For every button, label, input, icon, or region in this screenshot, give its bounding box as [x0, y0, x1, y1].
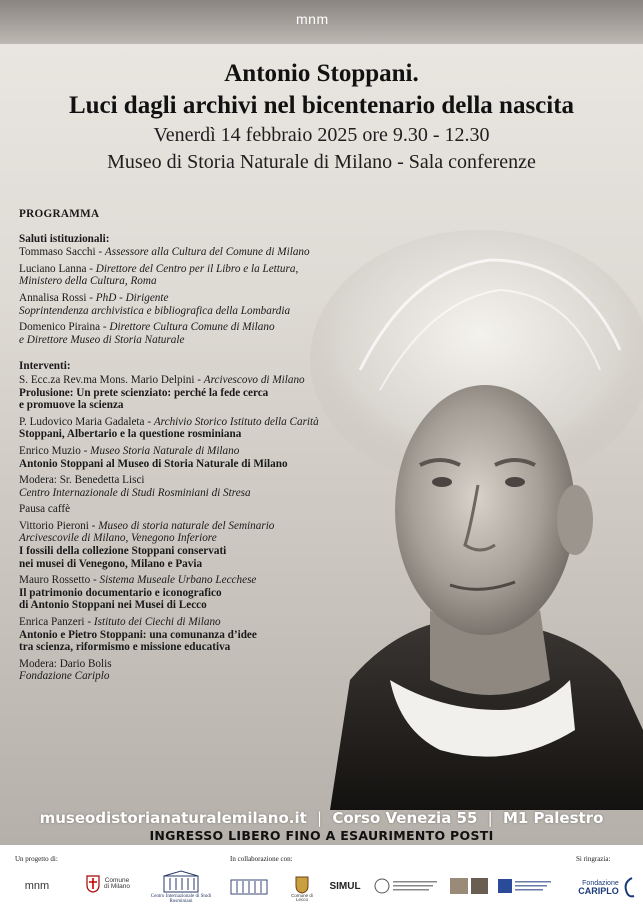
cariplo-logo: Fondazione CARIPLO [574, 871, 640, 905]
talk-title-line2: nei musei di Venegono, Milano e Pavia [19, 557, 203, 570]
entry-note: INGRESSO LIBERO FINO A ESAURIMENTO POSTI [149, 828, 494, 843]
talk-item: Vittorio Pieroni - Museo di storia naturale del Seminario Arcivescovile di Milano, Venegono Inferiore I fossili della collezione Stoppani conservati nei musei di Venegono, Milano e Pavia [19, 519, 275, 570]
speaker-role: Direttore Cultura Comune di Milano [109, 321, 275, 334]
top-banner [0, 0, 643, 44]
speaker-name: P. Ludovico Maria Gadaleta [19, 415, 145, 428]
speaker-role-line2: Soprintendenza archivistica e bibliografica della Lombardia [19, 304, 291, 317]
speaker-role: Archivio Storico Istituto della Carità [153, 415, 319, 428]
talk-title: I fossili della collezione Stoppani conservati [19, 545, 227, 558]
speaker-role: Arcivescovo di Milano [203, 373, 305, 386]
talk-title: Stoppani, Albertario e la questione rosminiana [19, 428, 242, 441]
moderator-role: Centro Internazionale di Studi Rosminiani di Stresa [19, 486, 251, 499]
project-label: Un progetto di: [15, 855, 58, 863]
greeting-item: Luciano Lanna - Direttore del Centro per il Libro e la Lettura, Ministero della Cultura, Roma [19, 262, 299, 288]
greetings-label: Saluti istituzionali: [19, 232, 110, 245]
speaker-role: Direttore del Centro per il Libro e la Lettura, [95, 262, 299, 275]
speaker-role-line2: e Direttore Museo di Storia Naturale [19, 333, 185, 346]
speaker-role: Museo di storia naturale del Seminario [98, 519, 275, 532]
separator: | [487, 809, 493, 827]
speaker-name: S. Ecc.za Rev.ma Mons. Mario Delpini [19, 373, 195, 386]
archive-logo [448, 875, 490, 897]
speaker-name: Domenico Piraina [19, 321, 101, 334]
talk-title: Antonio e Pietro Stoppani: una comunanza d’idee [19, 628, 257, 641]
greeting-item: Annalisa Rossi - PhD - Dirigente Soprintendenza archivistica e bibliografica della Lombardia [19, 291, 291, 317]
speaker-name: Tommaso Sacchi [19, 246, 96, 259]
talks-label: Interventi: [19, 360, 71, 373]
speaker-role-line2: Ministero della Cultura, Roma [19, 275, 157, 288]
speaker-name: Enrico Muzio [19, 444, 81, 457]
event-venue: Museo di Storia Naturale di Milano - Sala conferenze [107, 151, 536, 173]
moderator-role: Fondazione Cariplo [19, 670, 110, 683]
talk-title-line2: tra scienza, riformismo e missione educativa [19, 641, 231, 654]
talk-item: Enrico Muzio - Museo Storia Naturale di Milano Antonio Stoppani al Museo di Storia Naturale di Milano [19, 444, 288, 470]
istituto-ciechi-logo [496, 875, 554, 897]
moderator-item [19, 474, 349, 499]
simul-logo: SIMUL [329, 881, 361, 892]
program [19, 208, 349, 687]
mnm-sponsor-logo: mnm [24, 879, 50, 892]
moderator-item [19, 658, 349, 683]
speaker-role-line2: Arcivescovile di Milano, Venegono Inferiore [19, 532, 217, 545]
talk-title: Antonio Stoppani al Museo di Storia Naturale di Milano [19, 457, 288, 470]
speaker-role: Istituto dei Ciechi di Milano [93, 616, 221, 629]
crest-icon [86, 875, 100, 893]
speaker-name: Mauro Rossetto [19, 574, 91, 587]
event-subtitle: Luci dagli archivi nel bicentenario della nascita [68, 92, 575, 119]
thanks-label: Si ringrazia: [576, 855, 611, 863]
talk-item: P. Ludovico Maria Gadaleta - Archivio Storico Istituto della Carità Stoppani, Albertario e la questione rosminiana [19, 415, 319, 441]
speaker-role: Museo Storia Naturale di Milano [90, 444, 240, 457]
talk-title-line2: di Antonio Stoppani nei Musei di Lecco [19, 599, 207, 612]
break-item: Pausa caffè [19, 503, 71, 516]
speaker-name: Vittorio Pieroni [19, 519, 89, 532]
talk-title-line2: e promuove la scienza [19, 399, 124, 412]
collab-building-logo [228, 873, 270, 897]
program-heading: PROGRAMMA [19, 208, 100, 220]
mnm-logo: mnm [296, 11, 329, 27]
speaker-role: Sistema Museale Urbano Lecchese [99, 574, 257, 587]
comune-lecco-logo: Comune di Lecco [286, 873, 318, 905]
separator: | [317, 809, 323, 827]
speaker-name: Annalisa Rossi [19, 291, 87, 304]
event-datetime: Venerdì 14 febbraio 2025 ore 9.30 - 12.30 [153, 124, 490, 146]
sponsor-strip [0, 845, 643, 911]
talk-item: Mauro Rossetto - Sistema Museale Urbano Lecchese Il patrimonio documentario e iconografico di Antonio Stoppani nei Musei di Lecco [19, 574, 257, 612]
talk-title: Il patrimonio documentario e iconografico [19, 586, 222, 599]
collab-label: In collaborazione con: [230, 855, 293, 863]
moderator-label: Modera: Sr. Benedetta Lisci [19, 474, 145, 487]
cariplo-symbol-icon [622, 876, 636, 900]
moderator-label: Modera: Dario Bolis [19, 657, 112, 670]
building-icon [162, 870, 200, 894]
seminario-logo [372, 875, 442, 897]
event-info-line [0, 809, 643, 827]
lecco-crest-icon [295, 876, 309, 894]
rosmini-logo: Centro Internazionale di Studi Rosminiani [148, 865, 214, 909]
speaker-name: Enrica Panzeri [19, 616, 85, 629]
talk-item: Enrica Panzeri - Istituto dei Ciechi di Milano Antonio e Pietro Stoppani: una comunanza d’idee tra scienza, riformismo e missione educativa [19, 616, 257, 654]
comune-milano-logo: Comune di Milano [84, 867, 134, 901]
event-title: Antonio Stoppani. [224, 60, 419, 87]
talk-item: S. Ecc.za Rev.ma Mons. Mario Delpini - Arcivescovo di Milano Prolusione: Un prete scienziato: perché la fede cerca e promuove la scienza [19, 373, 305, 412]
talk-title: Prolusione: Un prete scienziato: perché la fede cerca [19, 386, 269, 399]
website-link[interactable]: museodistorianaturalemilano.it [39, 809, 307, 827]
address: Corso Venezia 55 [332, 809, 478, 827]
speaker-role: PhD - Dirigente [95, 291, 169, 304]
speaker-name: Luciano Lanna [19, 262, 87, 275]
metro: M1 Palestro [502, 809, 604, 827]
greeting-item: Domenico Piraina - Direttore Cultura Comune di Milano e Direttore Museo di Storia Naturale [19, 321, 275, 346]
greeting-item: Tommaso Sacchi - Assessore alla Cultura del Comune di Milano [19, 246, 310, 259]
speaker-role: Assessore alla Cultura del Comune di Milano [104, 246, 310, 259]
